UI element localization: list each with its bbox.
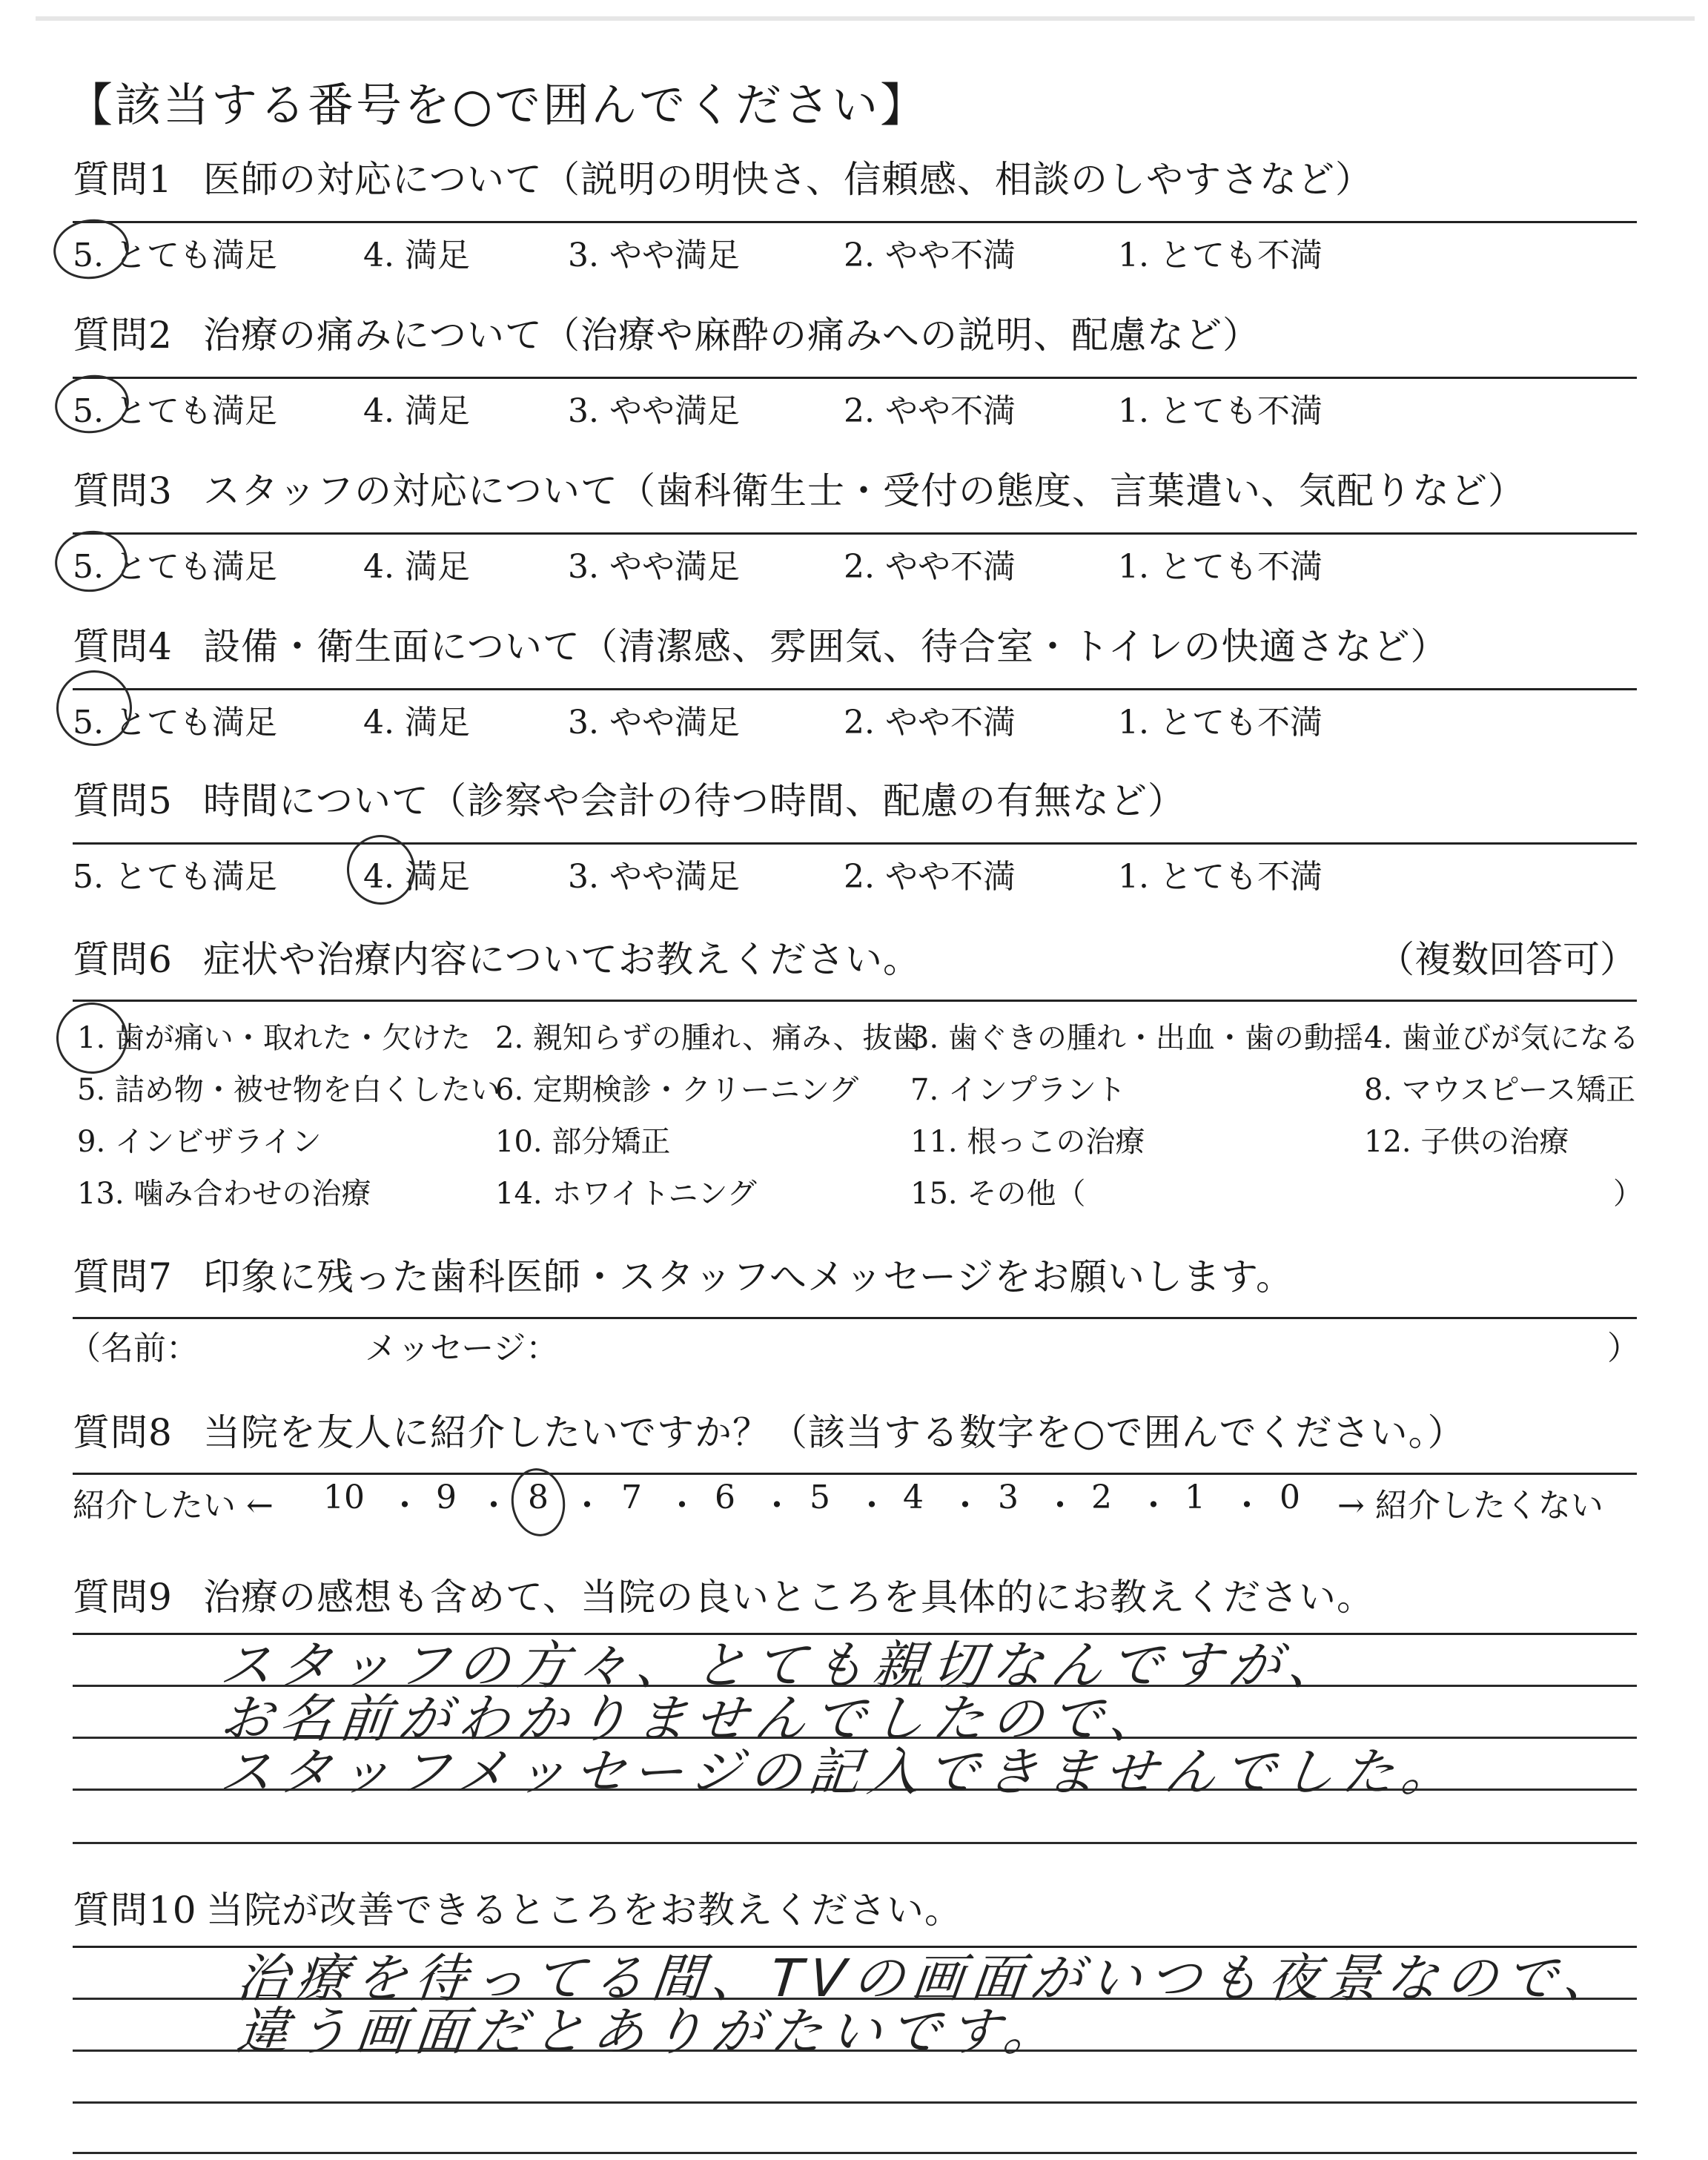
question-10: [73, 1886, 1637, 1940]
scale-7[interactable]: 7: [621, 1479, 642, 1516]
question-1: [73, 156, 1637, 274]
question-text: 医師の対応について（説明の明快さ、信頼感、相談のしやすさなど）: [203, 158, 1373, 201]
option-2[interactable]: 2. やや不満: [844, 237, 1016, 274]
scale-dot: ・: [1044, 1487, 1076, 1525]
question-text: 症状や治療内容についてお教えください。: [203, 938, 921, 981]
question-number: 質問2: [73, 314, 173, 357]
scale-dot: ・: [855, 1487, 888, 1525]
scale-3[interactable]: 3: [998, 1479, 1019, 1516]
question-number: 質問7: [73, 1255, 173, 1298]
question-5: [73, 777, 1637, 896]
message-label: メッセージ：: [365, 1330, 559, 1367]
treatment-option-13[interactable]: 13. 噛み合わせの治療: [77, 1177, 371, 1211]
treatment-option-7[interactable]: 7. インプラント: [910, 1073, 1126, 1107]
scale-4[interactable]: 4: [903, 1479, 924, 1516]
question-rule: [73, 842, 1637, 845]
scale-dot: ・: [388, 1487, 421, 1525]
rating-options: [73, 384, 1637, 429]
option-5[interactable]: 5. とても満足: [73, 858, 277, 896]
other-close-paren: ）: [1613, 1177, 1643, 1211]
question-text: 当院を友人に紹介したいですか？（該当する数字を○で囲んでください。）: [203, 1411, 1466, 1454]
scale-6[interactable]: 6: [715, 1479, 735, 1516]
referral-scale: [73, 1479, 1637, 1523]
top-edge: [36, 16, 1695, 21]
question-4: [73, 623, 1637, 742]
option-3[interactable]: 3. やや満足: [568, 704, 740, 742]
treatment-option-6[interactable]: 6. 定期検診・クリーニング: [495, 1073, 859, 1107]
option-5[interactable]: 5. とても満足: [73, 548, 277, 586]
treatment-option-1[interactable]: 1. 歯が痛い・取れた・欠けた: [77, 1021, 471, 1055]
scale-10[interactable]: 10: [323, 1479, 365, 1516]
option-1[interactable]: 1. とても不満: [1118, 237, 1323, 274]
question-number: 質問1: [73, 158, 173, 201]
question-text: 治療の感想も含めて、当院の良いところを具体的にお教えください。: [203, 1576, 1374, 1619]
scale-5[interactable]: 5: [810, 1479, 830, 1516]
treatment-option-10[interactable]: 10. 部分矯正: [495, 1125, 671, 1159]
treatment-option-8[interactable]: 8. マウスピース矯正: [1364, 1073, 1636, 1107]
selection-circle: [507, 1464, 569, 1539]
question-number: 質問4: [73, 625, 173, 668]
option-2[interactable]: 2. やや不満: [844, 548, 1016, 586]
question-rule: [73, 688, 1637, 690]
option-2[interactable]: 2. やや不満: [844, 392, 1016, 430]
question-number: 質問3: [73, 469, 173, 512]
scale-dot: ・: [949, 1487, 982, 1525]
handwritten-answer-line: スタッフメッセージの記入できませんでした。: [217, 1742, 1464, 1803]
question-rule: [73, 1317, 1637, 1319]
question-8: [73, 1409, 1637, 1525]
option-1[interactable]: 1. とても不満: [1118, 704, 1323, 742]
question-text: 印象に残った歯科医師・スタッフへメッセージをお願いします。: [203, 1255, 1294, 1298]
scale-dot: ・: [1137, 1487, 1170, 1525]
handwritten-answer-line: 違う画面だとありがたいです。: [234, 2001, 1067, 2062]
handwritten-answer-line: お名前がわかりませんでしたので、: [217, 1688, 1172, 1749]
treatment-option-11[interactable]: 11. 根っこの治療: [910, 1125, 1145, 1159]
scale-dot: ・: [1231, 1487, 1263, 1525]
question-9: [73, 1573, 1637, 1627]
question-text: スタッフの対応について（歯科衛生士・受付の態度、言葉遣い、気配りなど）: [203, 469, 1526, 512]
question-6: [73, 936, 1643, 1211]
treatment-option-5[interactable]: 5. 詰め物・被せ物を白くしたい: [77, 1073, 500, 1107]
question-3: [73, 467, 1637, 586]
handwritten-answer-line: スタッフの方々、とても親切なんですが、: [217, 1635, 1351, 1696]
option-3[interactable]: 3. やや満足: [568, 237, 740, 274]
question-text: 設備・衛生面について（清潔感、雰囲気、待合室・トイレの快適さなど）: [203, 625, 1449, 668]
scale-dot: ・: [571, 1487, 603, 1525]
scale-dot: ・: [666, 1487, 698, 1525]
question-rule: [73, 221, 1637, 223]
question-2: [73, 311, 1637, 430]
question-rule: [73, 1473, 1637, 1475]
scale-8[interactable]: 8: [528, 1479, 549, 1516]
question-number: 質問10: [73, 1889, 197, 1932]
rating-options: [73, 696, 1637, 740]
question-text: 当院が改善できるところをお教えください。: [206, 1889, 962, 1932]
rating-options: [73, 850, 1637, 894]
treatment-option-2[interactable]: 2. 親知らずの腫れ、痛み、抜歯: [495, 1021, 922, 1055]
option-5[interactable]: 5. とても満足: [73, 237, 277, 274]
option-1[interactable]: 1. とても不満: [1118, 392, 1323, 430]
question-rule: [73, 532, 1637, 535]
question-7: [68, 1253, 1640, 1367]
option-2[interactable]: 2. やや不満: [844, 858, 1016, 896]
option-4[interactable]: 4. 満足: [363, 392, 470, 430]
treatment-option-15[interactable]: 15. その他（: [910, 1177, 1086, 1211]
answer-line: [73, 2101, 1637, 2104]
option-3[interactable]: 3. やや満足: [568, 858, 740, 896]
question-number: 質問9: [73, 1576, 173, 1619]
form-title: 【該当する番号を○で囲んでください】: [67, 78, 929, 132]
question-text: 時間について（診察や会計の待つ時間、配慮の有無など）: [203, 779, 1185, 822]
scale-1[interactable]: 1: [1185, 1479, 1205, 1516]
scale-dot: ・: [761, 1487, 793, 1525]
answer-line: [73, 2152, 1637, 2154]
treatment-option-9[interactable]: 9. インビザライン: [77, 1125, 322, 1159]
scale-9[interactable]: 9: [436, 1479, 457, 1516]
option-3[interactable]: 3. やや満足: [568, 548, 740, 586]
treatment-option-14[interactable]: 14. ホワイトニング: [495, 1177, 757, 1211]
answer-line: [73, 1842, 1637, 1844]
question-number: 質問8: [73, 1411, 173, 1454]
option-1[interactable]: 1. とても不満: [1118, 858, 1323, 896]
question-text: 治療の痛みについて（治療や麻酔の痛みへの説明、配慮など）: [203, 314, 1260, 357]
question-number: 質問5: [73, 779, 173, 822]
option-3[interactable]: 3. やや満足: [568, 392, 740, 430]
treatment-option-12[interactable]: 12. 子供の治療: [1364, 1125, 1569, 1159]
scale-dot: ・: [477, 1487, 510, 1525]
scale-0[interactable]: 0: [1280, 1479, 1300, 1516]
rating-options: [73, 228, 1637, 273]
option-5[interactable]: 5. とても満足: [73, 704, 277, 742]
option-5[interactable]: 5. とても満足: [73, 392, 277, 430]
option-2[interactable]: 2. やや不満: [844, 704, 1016, 742]
question-rule: [73, 377, 1637, 379]
scale-right-label: → 紹介したくない: [1337, 1487, 1603, 1525]
rating-options: [73, 540, 1637, 584]
option-4[interactable]: 4. 満足: [363, 704, 470, 742]
scale-left-label: 紹介したい ←: [73, 1487, 274, 1525]
scale-2[interactable]: 2: [1091, 1479, 1112, 1516]
question-number: 質問6: [73, 938, 173, 981]
question-rule: [73, 1000, 1637, 1002]
treatment-option-4[interactable]: 4. 歯並びが気になる: [1364, 1021, 1639, 1055]
option-1[interactable]: 1. とても不満: [1118, 548, 1323, 586]
handwritten-answer-line: 治療を待ってる間、TVの画面がいつも夜景なので、: [234, 1948, 1626, 2009]
option-4[interactable]: 4. 満足: [363, 237, 470, 274]
option-4[interactable]: 4. 満足: [363, 548, 470, 586]
treatment-option-3[interactable]: 3. 歯ぐきの腫れ・出血・歯の動揺: [910, 1021, 1363, 1055]
multiple-answer-note: （複数回答可）: [1377, 938, 1637, 981]
option-4[interactable]: 4. 満足: [363, 858, 470, 896]
message-close-paren: ）: [1607, 1330, 1640, 1367]
name-label: （名前：: [68, 1330, 199, 1367]
